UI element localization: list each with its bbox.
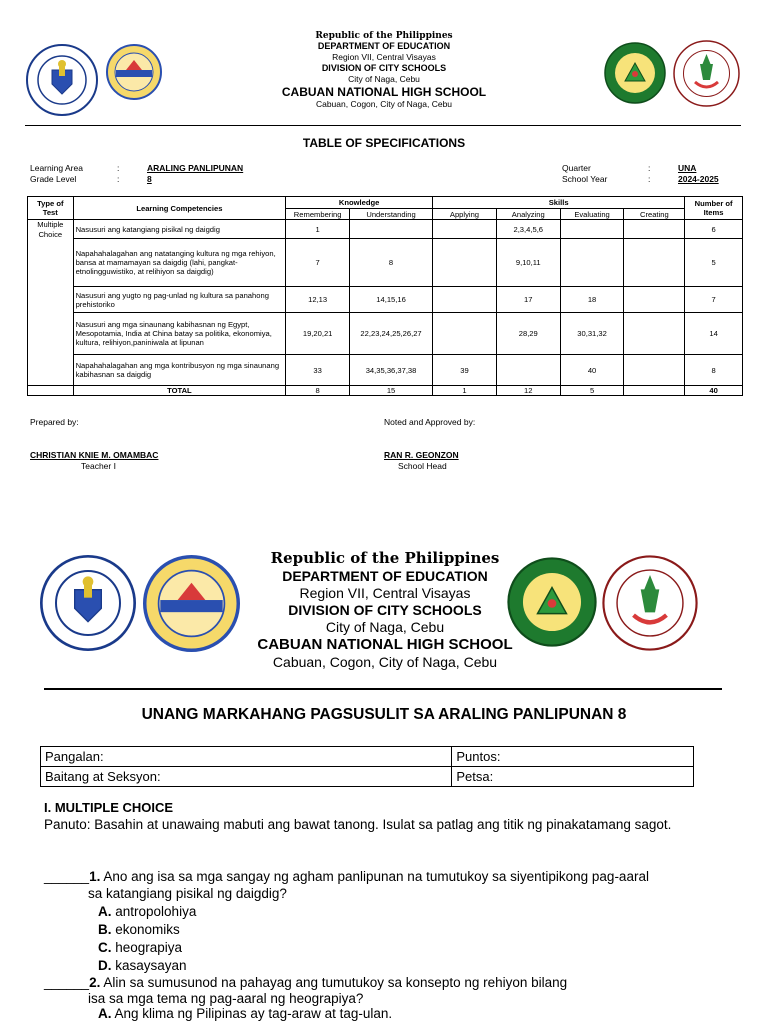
exam-title: UNANG MARKAHANG PAGSUSULIT SA ARALING PANLIPUNAN 8 — [141, 706, 627, 723]
region-vii-seal — [106, 44, 162, 100]
name-field[interactable]: Pangalan: — [41, 747, 452, 767]
header-knowledge: Knowledge — [286, 197, 433, 209]
question-text: Alin sa sumusunod na pahayag ang tumutukoy sa konsepto ng rehiyon bilang — [103, 975, 568, 990]
applying-cell: 39 — [433, 355, 497, 386]
republic-text: Republic of the Philippines — [315, 31, 453, 41]
colon: : — [117, 163, 120, 173]
grade-level-value: 8 — [147, 174, 152, 184]
quarter-label: Quarter — [562, 163, 591, 173]
remembering-cell: 19,20,21 — [286, 313, 350, 355]
quarter-value: UNA — [678, 163, 697, 173]
competency-cell: Nasusuri ang mga sinaunang kabihasnan ng Egypt, Mesopotamia, India at China batay sa politika, ekonomiya, kultura, relihiyon,paniniwala at lipunan — [73, 313, 286, 355]
tos-title: TABLE OF SPECIFICATIONS — [302, 136, 466, 150]
understanding-cell: 22,23,24,25,26,27 — [350, 313, 433, 355]
creating-cell — [624, 239, 685, 287]
choice-letter: A. — [98, 904, 112, 919]
remembering-cell: 33 — [286, 355, 350, 386]
remembering-cell: 12,13 — [286, 287, 350, 313]
learning-area-label: Learning Area — [30, 163, 83, 173]
school-name: CABUAN NATIONAL HIGH SCHOOL — [281, 85, 487, 99]
analyzing-cell: 9,10,11 — [496, 239, 560, 287]
header-creating: Creating — [624, 209, 685, 220]
header-understanding: Understanding — [350, 209, 433, 220]
choice-c — [98, 939, 196, 957]
analyzing-cell: 17 — [496, 287, 560, 313]
school-year-value: 2024-2025 — [678, 174, 719, 184]
answer-blank[interactable]: ______ — [44, 975, 90, 990]
applying-cell — [433, 239, 497, 287]
learning-area-value: ARALING PANLIPUNAN — [147, 163, 244, 173]
top-header-text — [200, 31, 568, 110]
applying-cell — [433, 220, 497, 239]
items-cell: 8 — [685, 355, 743, 386]
table-row — [28, 287, 743, 313]
school-seal — [673, 40, 740, 107]
total-understanding: 15 — [350, 386, 433, 396]
header-analyzing: Analyzing — [496, 209, 560, 220]
choice-text: heograpiya — [115, 940, 183, 955]
address-text: Cabuan, Cogon, City of Naga, Cebu — [315, 99, 453, 109]
items-cell: 6 — [685, 220, 743, 239]
header-applying: Applying — [433, 209, 497, 220]
header-type: Type of Test — [28, 197, 74, 220]
noted-name: RAN R. GEONZON — [384, 450, 459, 460]
choice-text: Ang klima ng Pilipinas ay tag-araw at tag-ulan. — [114, 1006, 393, 1021]
date-field[interactable]: Petsa: — [452, 767, 694, 787]
choice-letter: C. — [98, 940, 112, 955]
understanding-cell — [350, 220, 433, 239]
grade-section-field[interactable]: Baitang at Seksyon: — [41, 767, 452, 787]
total-evaluating: 5 — [560, 386, 624, 396]
question-2 — [44, 975, 567, 990]
evaluating-cell: 40 — [560, 355, 624, 386]
type-cell: Multiple Choice — [28, 220, 74, 386]
analyzing-cell: 28,29 — [496, 313, 560, 355]
question-number: 1. — [89, 869, 101, 884]
answer-blank[interactable]: ______ — [44, 869, 90, 884]
address-text: Cabuan, Cogon, City of Naga, Cebu — [272, 654, 498, 670]
score-field[interactable]: Puntos: — [452, 747, 694, 767]
region-text: Region VII, Central Visayas — [299, 585, 471, 601]
creating-cell — [624, 220, 685, 239]
items-cell: 5 — [685, 239, 743, 287]
remembering-cell: 7 — [286, 239, 350, 287]
prepared-label: Prepared by: — [30, 417, 79, 427]
choice-letter: D. — [98, 958, 112, 973]
instructions: Panuto: Basahin at unawaing mabuti ang bawat tanong. Isulat sa patlag ang titik ng pinakatamang sagot. — [44, 817, 672, 832]
header-remembering: Remembering — [286, 209, 350, 220]
deped-seal — [40, 555, 136, 651]
choice-b — [98, 921, 196, 939]
region-text: Region VII, Central Visayas — [332, 52, 436, 62]
question-number: 2. — [89, 975, 101, 990]
creating-cell — [624, 313, 685, 355]
tos-meta-left — [30, 163, 243, 185]
creating-cell — [624, 355, 685, 386]
header-competencies: Learning Competencies — [73, 197, 286, 220]
total-items: 40 — [685, 386, 743, 396]
region-vii-seal — [143, 555, 240, 652]
header-divider — [25, 125, 741, 126]
colon: : — [117, 174, 120, 184]
choice-text: ekonomiks — [115, 922, 180, 937]
competency-cell: Napahahalagahan ang mga kontribusyon ng mga sinaunang kabihasnan sa daigdig — [73, 355, 286, 386]
division-text: DIVISION OF CITY SCHOOLS — [321, 63, 447, 73]
total-analyzing: 12 — [496, 386, 560, 396]
header-evaluating: Evaluating — [560, 209, 624, 220]
items-cell: 14 — [685, 313, 743, 355]
evaluating-cell — [560, 220, 624, 239]
department-text: DEPARTMENT OF EDUCATION — [317, 41, 451, 51]
colon: : — [648, 163, 651, 173]
header-items: Number of Items — [685, 197, 743, 220]
understanding-cell: 8 — [350, 239, 433, 287]
remembering-cell: 1 — [286, 220, 350, 239]
exam-header-text — [240, 549, 530, 671]
table-row — [28, 220, 743, 239]
total-remembering: 8 — [286, 386, 350, 396]
noted-label: Noted and Approved by: — [384, 417, 476, 427]
question-1 — [44, 869, 649, 884]
applying-cell — [433, 313, 497, 355]
section-heading: I. MULTIPLE CHOICE — [44, 800, 174, 815]
choice-text: kasaysayan — [115, 958, 187, 973]
question-1-cont: sa katangiang pisikal ng daigdig? — [88, 886, 287, 901]
analyzing-cell — [496, 355, 560, 386]
understanding-cell: 34,35,36,37,38 — [350, 355, 433, 386]
tos-table — [27, 196, 743, 396]
total-creating — [624, 386, 685, 396]
tos-meta-right — [562, 163, 719, 185]
student-info-table — [40, 746, 694, 787]
table-row — [28, 355, 743, 386]
choice-a — [98, 1006, 392, 1021]
total-row — [28, 386, 743, 396]
city-text: City of Naga, Cebu — [348, 74, 420, 84]
choice-a — [98, 903, 196, 921]
header-skills: Skills — [433, 197, 685, 209]
city-text: City of Naga, Cebu — [325, 619, 445, 635]
total-label: TOTAL — [73, 386, 286, 396]
division-seal — [604, 42, 666, 104]
department-text: DEPARTMENT OF EDUCATION — [282, 568, 488, 584]
school-name: CABUAN NATIONAL HIGH SCHOOL — [257, 636, 513, 653]
applying-cell — [433, 287, 497, 313]
competency-cell: Nasusuri ang katangiang pisikal ng daigdig — [73, 220, 286, 239]
question-2-cont: isa sa mga tema ng pag-aaral ng heograpiya? — [88, 991, 364, 1006]
understanding-cell: 14,15,16 — [350, 287, 433, 313]
evaluating-cell: 18 — [560, 287, 624, 313]
competency-cell: Napahahalagahan ang natatanging kultura ng mga rehiyon, bansa at mamamayan sa daigdig (lahi, pangkat- etnolingguwistiko, at relihiyon sa daigdig) — [73, 239, 286, 287]
prepared-title: Teacher I — [81, 461, 116, 471]
choice-letter: A. — [98, 1006, 112, 1021]
total-empty — [28, 386, 74, 396]
noted-title: School Head — [398, 461, 447, 471]
deped-seal — [26, 44, 98, 116]
choice-d — [98, 957, 196, 975]
colon: : — [648, 174, 651, 184]
question-text: Ano ang isa sa mga sangay ng agham panlipunan na tumutukoy sa siyentipikong pag-aaral — [103, 869, 649, 884]
items-cell: 7 — [685, 287, 743, 313]
republic-text: Republic of the Philippines — [270, 549, 500, 567]
competency-cell: Nasusuri ang yugto ng pag-unlad ng kultura sa panahong prehistoriko — [73, 287, 286, 313]
table-row — [28, 313, 743, 355]
evaluating-cell: 30,31,32 — [560, 313, 624, 355]
creating-cell — [624, 287, 685, 313]
school-year-label: School Year — [562, 174, 608, 184]
analyzing-cell: 2,3,4,5,6 — [496, 220, 560, 239]
grade-level-label: Grade Level — [30, 174, 77, 184]
evaluating-cell — [560, 239, 624, 287]
prepared-name: CHRISTIAN KNIE M. OMAMBAC — [30, 450, 159, 460]
choice-text: antropolohiya — [115, 904, 197, 919]
question-1-choices — [98, 903, 196, 975]
school-seal — [602, 555, 698, 651]
table-row — [28, 239, 743, 287]
choice-letter: B. — [98, 922, 112, 937]
division-text: DIVISION OF CITY SCHOOLS — [288, 602, 482, 618]
total-applying: 1 — [433, 386, 497, 396]
header-divider — [44, 688, 722, 690]
